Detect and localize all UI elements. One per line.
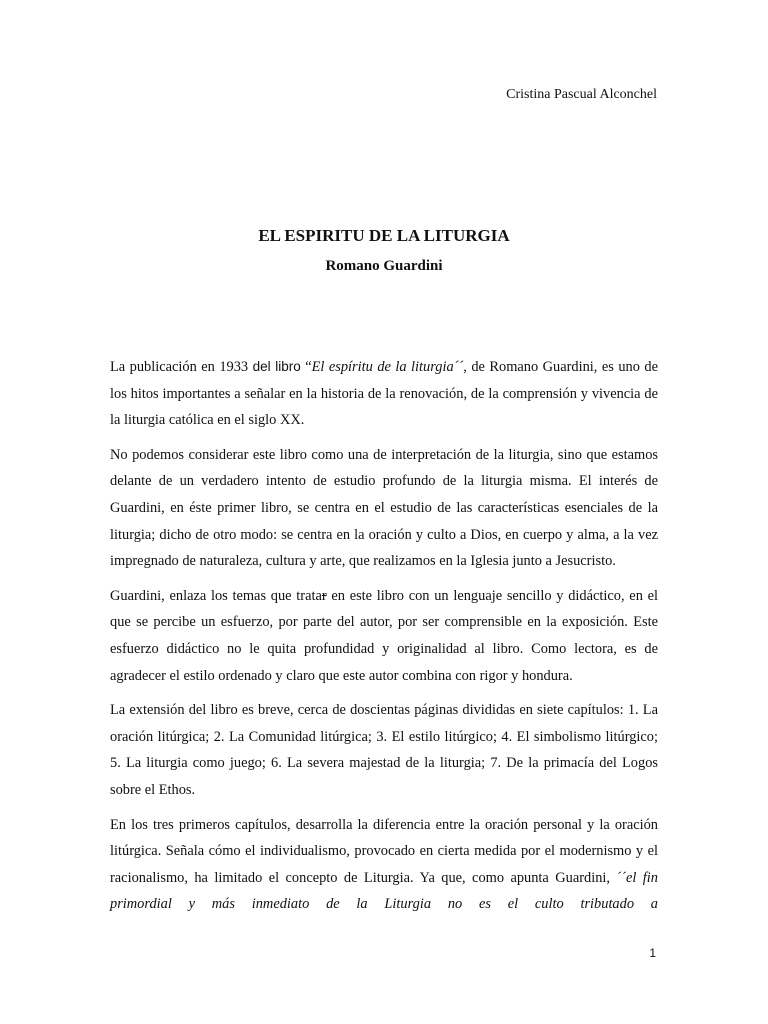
author-name: Cristina Pascual Alconchel	[506, 87, 657, 102]
paragraph-3-text-c: en este libro con un lenguaje sencillo y didáctico, en el que se percibe un esfuerzo, por parte del autor, por ser comprensible en la exposición. Este esfuerzo didáctico no le quita profundidad y originalidad al libro. Como lectora, es de agradecer el estilo ordenado y claro que este autor combina con rigor y hondura.	[110, 587, 659, 684]
document-title: EL ESPIRITU DE LA LITURGIA	[258, 226, 510, 245]
document-subtitle: Romano Guardini	[325, 258, 443, 274]
paragraph-5	[110, 812, 658, 918]
paragraph-5-text-a: En los tres primeros capítulos, desarrolla la diferencia entre la oración personal y la oración litúrgica. Señala cómo el individualismo, provocado en cierta medida por el modernismo y el racionalismo, ha limitado el concepto de Liturgia. Ya que, como apunta Guardini,	[110, 816, 658, 886]
paragraph-1-text-c: “	[300, 359, 312, 375]
paragraph-1-text-f: , de Romano Guardini, es uno de los hitos importantes a señalar en la historia de la renovación, de la comprensión y vivencia de la liturgia católica en el siglo XX.	[110, 359, 658, 429]
paragraph-3	[110, 583, 658, 689]
paragraph-1-text-b: del libro	[252, 359, 301, 374]
paragraph-4: La extensión del libro es breve, cerca de doscientas páginas divididas en siete capítulos: 1. La oración litúrgica; 2. La Comunidad litúrgica; 3. El estilo litúrgico; 4. El simbolismo litúrgico; 5. La liturgia como juego; 6. La severa majestad de la liturgia; 7. De la primacía del Logos sobre el Ethos.	[110, 702, 658, 798]
paragraph-1-text-a: La publicación en 1933	[110, 359, 253, 375]
paragraph-3-text-a: Guardini, enlaza los temas que trata	[110, 587, 322, 604]
struck-letter: r	[321, 587, 327, 604]
book-title-italic: El espíritu de la liturgia	[311, 359, 454, 375]
page-number: 1	[649, 946, 656, 960]
closing-quote: ´´	[453, 359, 464, 375]
title-block	[0, 226, 768, 276]
paragraph-2: No podemos considerar este libro como una de interpretación de la liturgia, sino que estamos delante de un verdadero intento de estudio profundo de la liturgia misma. El interés de Guardini, en éste primer libro, se centra en el estudio de las características esenciales de la liturgia; dicho de otro modo: se centra en la oración y culto a Dios, en cuerpo y alma, a la vez impregnado de naturaleza, cultura y arte, que realizamos en la Iglesia junto a Jesucristo.	[110, 446, 658, 570]
paragraph-1	[110, 354, 658, 434]
body-text	[110, 354, 658, 926]
quotation-italic: ´´el fin primordial y más inmediato de la Liturgia no es el culto tributado a	[110, 869, 658, 913]
